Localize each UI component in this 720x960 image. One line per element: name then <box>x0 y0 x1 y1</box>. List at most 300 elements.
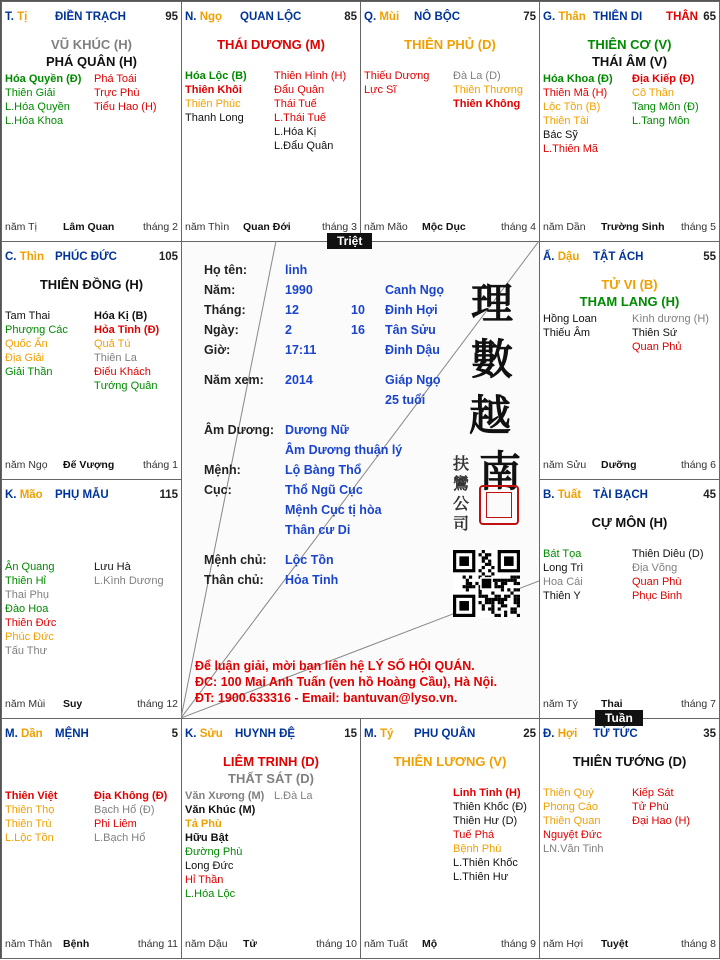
minor-star: Hồng Loan <box>543 313 597 325</box>
palace-stage: Trường Sinh <box>601 221 665 233</box>
minor-star: Quốc Ấn <box>5 338 48 350</box>
minor-star: Thiên Quý <box>543 787 594 799</box>
minor-star: Đào Hoa <box>5 603 49 615</box>
seal-char: 扶 <box>453 454 470 473</box>
minor-star: Bác Sỹ <box>543 129 578 141</box>
minor-star: L.Lộc Tồn <box>5 832 54 844</box>
minor-star: L.Hóa Quyền <box>5 101 70 113</box>
palace-name: TẬT ÁCH <box>593 251 644 263</box>
palace-header <box>185 728 357 742</box>
minor-star: Thiên Tài <box>543 115 589 127</box>
palace-branch: K. Mão <box>5 489 43 501</box>
name-label: Họ tên: <box>204 263 248 277</box>
palace-footer <box>185 938 357 952</box>
month-lunar: 10 <box>351 303 365 317</box>
palace-age: 75 <box>523 11 536 23</box>
palace-age: 15 <box>344 728 357 740</box>
minor-stars-right <box>274 69 346 153</box>
palace-branch: M. Tý <box>364 728 394 740</box>
palace-stage: Suy <box>63 698 83 710</box>
minor-star: Ân Quang <box>5 561 55 573</box>
palace-name: ĐIỀN TRẠCH <box>55 11 126 23</box>
minor-star: Địa Võng <box>632 562 678 574</box>
palace-branch: B. Tuất <box>543 489 582 501</box>
palace-stage: Đế Vượng <box>63 459 115 471</box>
minor-star: Thiên Thọ <box>5 804 55 816</box>
palace-year: năm Ngọ <box>5 459 48 471</box>
minor-stars-left <box>543 547 583 603</box>
palace-name: PHÚC ĐỨC <box>55 251 117 263</box>
minor-star: Hoa Cái <box>543 576 583 588</box>
minor-stars-right <box>632 72 699 128</box>
palace-age: 105 <box>158 251 178 263</box>
center-info <box>181 241 539 718</box>
minor-stars-right <box>274 789 313 803</box>
palace-name: TÀI BẠCH <box>593 489 648 501</box>
palace-age: 55 <box>703 251 716 263</box>
minor-star: Giải Thần <box>5 366 53 378</box>
palace-dien-trach[interactable] <box>1 1 182 242</box>
minor-star: Phục Binh <box>632 590 683 602</box>
minor-star: L.Bạch Hổ <box>94 832 146 844</box>
minor-stars-left <box>5 309 68 379</box>
main-stars <box>361 753 539 770</box>
minor-star: L.Thiên Hư <box>453 871 509 883</box>
minor-star: Lực Sĩ <box>364 84 397 96</box>
palace-age: 115 <box>159 489 178 501</box>
palace-name: PHU QUÂN <box>414 728 476 740</box>
palace-year: năm Tuất <box>364 938 408 950</box>
palace-quan-loc[interactable] <box>181 1 361 242</box>
minor-star: Phong Cáo <box>543 801 599 813</box>
month-canchi: Đinh Hợi <box>385 303 438 317</box>
palace-year: năm Thân <box>5 938 53 950</box>
palace-stage: Thai <box>601 698 623 710</box>
qr-code-icon[interactable] <box>453 550 520 617</box>
minor-star: Tiểu Hao (H) <box>94 101 157 113</box>
minor-star: Đẩu Quân <box>274 84 325 96</box>
palace-header <box>5 251 178 265</box>
minor-star: Thiên Thương <box>453 84 524 96</box>
menh-chu-label: Mệnh chủ: <box>204 553 267 567</box>
minor-star: Tuế Phá <box>453 829 495 841</box>
palace-footer <box>543 221 716 235</box>
minor-star: Địa Không (Đ) <box>94 790 168 802</box>
contact-line-2: ĐC: 100 Mai Anh Tuấn (ven hồ Hoàng Cầu), Hà Nội. <box>195 675 498 689</box>
minor-star: Thai Phụ <box>5 589 50 601</box>
seal-char: 鸞 <box>453 474 470 493</box>
minor-star: Kình dương (H) <box>632 313 709 325</box>
minor-star: Hóa Khoa (Đ) <box>543 73 613 85</box>
minor-star: Phúc Đức <box>5 631 54 643</box>
minor-star: L.Tang Môn <box>632 115 690 127</box>
main-star: PHÁ QUÂN (H) <box>46 54 137 69</box>
minor-stars-right <box>94 72 157 114</box>
minor-star: Thiên Việt <box>5 790 58 802</box>
palace-branch: Đ. Hợi <box>543 728 578 740</box>
palace-age: 95 <box>165 11 178 23</box>
view-year-label: Năm xem: <box>204 373 264 387</box>
than-cu: Thân cư Di <box>285 523 351 537</box>
palace-age: 5 <box>171 728 178 740</box>
minor-star: Phượng Các <box>5 324 68 336</box>
palace-month: tháng 11 <box>137 938 178 950</box>
palace-year: năm Tý <box>543 698 578 710</box>
amduong-value: Dương Nữ <box>285 423 349 437</box>
minor-star: Điếu Khách <box>94 366 151 378</box>
than-chu-label: Thân chủ: <box>204 573 264 587</box>
minor-star: Thiếu Âm <box>543 327 591 339</box>
menh-value: Lộ Bàng Thổ <box>285 463 362 477</box>
palace-age: 25 <box>523 728 536 740</box>
minor-star: Quả Tú <box>94 338 131 350</box>
main-star: THÁI DƯƠNG (M) <box>217 37 325 52</box>
palace-stage: Quan Đới <box>243 221 291 233</box>
calligraphy-char: 理 <box>471 279 514 328</box>
minor-stars-right <box>453 786 527 884</box>
than-marker: THÂN <box>666 11 698 23</box>
minor-star: Long Đức <box>185 860 234 872</box>
seal-char: 公 <box>453 494 470 513</box>
minor-star: Tướng Quân <box>94 380 158 392</box>
minor-star: Tấu Thư <box>5 645 48 657</box>
contact-line-1: Để luận giải, mời bạn liên hệ LÝ SỐ HỘI QUÁN. <box>195 659 475 673</box>
amduong-note: Âm Dương thuận lý <box>285 443 403 457</box>
minor-star: Thiên Phúc <box>185 98 241 110</box>
minor-star: Phá Toái <box>94 73 137 85</box>
palace-thien-di[interactable] <box>539 1 720 242</box>
minor-star: Hỉ Thần <box>185 874 224 886</box>
day-label: Ngày: <box>204 323 239 337</box>
minor-star: Thiên Mã (H) <box>543 87 608 99</box>
main-star: THẤT SÁT (D) <box>228 771 314 786</box>
minor-star: Thái Tuế <box>274 98 317 110</box>
palace-header <box>185 11 357 25</box>
than-chu-value: Hỏa Tinh <box>285 573 339 587</box>
palace-tai-bach[interactable] <box>539 479 720 719</box>
palace-stage: Tử <box>243 938 258 950</box>
palace-header <box>5 728 178 742</box>
palace-month: tháng 8 <box>680 938 716 950</box>
palace-branch: C. Thìn <box>5 251 44 263</box>
palace-month: tháng 2 <box>142 221 178 233</box>
palace-header <box>543 728 716 742</box>
minor-star: Địa Kiếp (Đ) <box>632 73 695 85</box>
palace-tu-tuc[interactable] <box>539 718 720 959</box>
palace-menh[interactable] <box>1 718 182 959</box>
palace-name: TỬ TỨC <box>593 728 638 740</box>
minor-star: Đà La (D) <box>453 70 501 82</box>
main-stars <box>540 276 719 310</box>
main-stars <box>361 36 539 53</box>
palace-tat-ach[interactable] <box>539 241 720 480</box>
palace-year: năm Tị <box>5 221 37 233</box>
main-stars <box>182 36 360 53</box>
month-value: 12 <box>285 303 299 317</box>
minor-star: L.Kình Dương <box>94 575 164 587</box>
minor-star: Cô Thần <box>632 87 674 99</box>
minor-star: Hóa Quyền (Đ) <box>5 73 82 85</box>
palace-header <box>543 489 716 503</box>
palace-name: HUYNH ĐỆ <box>235 728 296 740</box>
triet-tag: Triệt <box>327 233 372 249</box>
day-canchi: Tân Sửu <box>385 323 436 337</box>
palace-header <box>5 489 178 503</box>
palace-header <box>5 11 178 25</box>
palace-month: tháng 9 <box>500 938 536 950</box>
minor-stars-left <box>364 69 429 97</box>
main-star: THIÊN CƠ (V) <box>587 37 672 52</box>
minor-star: Tang Môn (Đ) <box>632 101 699 113</box>
minor-star: Phi Liêm <box>94 818 137 830</box>
palace-name: PHỤ MẪU <box>55 489 109 501</box>
main-star: THÁI ÂM (V) <box>591 54 668 69</box>
palace-month: tháng 5 <box>680 221 716 233</box>
day-lunar: 16 <box>351 323 365 337</box>
minor-star: L.Thiên Mã <box>543 143 599 155</box>
palace-footer <box>543 938 716 952</box>
hour-label: Giờ: <box>204 343 231 357</box>
palace-year: năm Mùi <box>5 698 46 710</box>
minor-star: Hỏa Tinh (Đ) <box>94 324 160 336</box>
palace-year: năm Dần <box>543 221 586 233</box>
palace-header <box>543 11 716 25</box>
minor-star: Tam Thai <box>5 310 51 322</box>
palace-branch: Ấ. Dậu <box>543 251 580 263</box>
minor-star: L.Đà La <box>274 790 313 802</box>
minor-stars-right <box>94 309 159 393</box>
palace-name: QUAN LỘC <box>240 11 302 23</box>
minor-star: Thiên Khốc (Đ) <box>453 801 527 813</box>
minor-stars-right <box>632 547 704 603</box>
main-stars <box>540 514 719 531</box>
minor-star: Thiên Diêu (D) <box>632 548 704 560</box>
palace-month: tháng 1 <box>142 459 178 471</box>
palace-header <box>364 11 536 25</box>
minor-star: Thiên Y <box>543 590 581 602</box>
year-value: 1990 <box>285 283 313 297</box>
minor-star: Trực Phù <box>94 87 140 99</box>
main-star: THIÊN PHỦ (D) <box>404 37 496 52</box>
cuc-label: Cục: <box>204 483 232 497</box>
palace-year: năm Sửu <box>543 459 587 471</box>
calligraphy-char: 數 <box>471 335 514 384</box>
minor-stars-right <box>94 560 164 588</box>
minor-star: L.Thiên Khốc <box>453 857 518 869</box>
minor-star: Thiên Hỉ <box>5 575 46 587</box>
palace-age: 65 <box>703 11 716 23</box>
minor-stars-left <box>5 789 57 845</box>
palace-stage: Mộ <box>422 938 438 950</box>
palace-footer <box>5 698 178 712</box>
minor-star: Tả Phù <box>185 818 222 830</box>
age-value: 25 tuổi <box>385 393 426 407</box>
minor-star: Thiên La <box>94 352 137 364</box>
palace-footer <box>543 459 716 473</box>
palace-huynh-de[interactable] <box>181 718 361 959</box>
minor-star: Hóa Kị (B) <box>94 310 148 322</box>
name-value: linh <box>285 263 308 277</box>
minor-star: Văn Khúc (M) <box>185 804 256 816</box>
contact-line-3: ĐT: 1900.633316 - Email: bantuvan@lyso.vn. <box>195 691 458 705</box>
palace-name: THIÊN DI <box>593 11 643 23</box>
year-label: Năm: <box>204 283 236 297</box>
minor-star: Tử Phù <box>632 801 669 813</box>
palace-phu-quan[interactable] <box>360 718 540 959</box>
palace-name: MỆNH <box>55 728 89 740</box>
palace-month: tháng 10 <box>316 938 357 950</box>
red-seal-icon <box>479 485 519 525</box>
cuc-value: Thổ Ngũ Cục <box>285 483 363 497</box>
main-star: TỬ VI (B) <box>601 277 658 292</box>
palace-name: NÔ BỘC <box>414 11 460 23</box>
day-value: 2 <box>285 323 292 337</box>
main-stars <box>182 753 360 787</box>
minor-star: L.Hóa Kị <box>274 126 317 138</box>
minor-star: Lộc Tồn (B) <box>543 101 601 113</box>
palace-stage: Mộc Dục <box>422 221 466 233</box>
minor-star: Thiên Khôi <box>185 84 242 96</box>
palace-branch: M. Dần <box>5 728 43 740</box>
minor-star: Thiên Đức <box>5 617 57 629</box>
minor-stars-left <box>185 789 264 901</box>
minor-star: Lưu Hà <box>94 561 131 573</box>
minor-star: Thiên Hình (H) <box>274 70 347 82</box>
main-star: THIÊN LƯƠNG (V) <box>393 754 507 769</box>
palace-branch: T. Tị <box>5 11 28 23</box>
minor-star: L.Đẩu Quân <box>274 140 334 152</box>
main-star: THAM LANG (H) <box>579 294 680 309</box>
minor-star: L.Hóa Khoa <box>5 115 64 127</box>
minor-stars-left <box>543 786 604 856</box>
palace-year: năm Thìn <box>185 221 230 233</box>
minor-star: LN.Văn Tinh <box>543 843 604 855</box>
minor-stars-left <box>185 69 247 125</box>
minor-star: Bệnh Phù <box>453 843 502 855</box>
minor-stars-left <box>543 72 613 156</box>
palace-footer <box>364 938 536 952</box>
palace-stage: Tuyệt <box>601 938 629 950</box>
seal-char: 司 <box>453 514 470 533</box>
minor-star: Quan Phủ <box>632 341 682 353</box>
menh-label: Mệnh: <box>204 463 241 477</box>
palace-footer <box>364 221 536 235</box>
palace-year: năm Hợi <box>543 938 584 950</box>
palace-month: tháng 6 <box>680 459 716 471</box>
minor-stars-right <box>632 312 709 354</box>
view-year-canchi: Giáp Ngọ <box>385 373 441 387</box>
main-stars <box>540 36 719 70</box>
calligraphy-char: 南 <box>479 447 522 496</box>
main-stars <box>2 276 181 293</box>
minor-star: Đường Phù <box>185 846 243 858</box>
minor-star: L.Thái Tuế <box>274 112 326 124</box>
palace-month: tháng 4 <box>500 221 536 233</box>
palace-branch: Q. Mùi <box>364 11 400 23</box>
minor-stars-left <box>5 72 81 128</box>
cuc-note: Mệnh Cục tị hòa <box>285 503 382 517</box>
minor-star: Thiên Giải <box>5 87 56 99</box>
minor-stars-right <box>94 789 167 845</box>
palace-month: tháng 3 <box>321 221 357 233</box>
palace-stage: Bệnh <box>63 938 90 950</box>
palace-month: tháng 12 <box>137 698 178 710</box>
palace-branch: N. Ngọ <box>185 11 223 23</box>
minor-star: Bát Tọa <box>543 548 582 560</box>
minor-stars-right <box>453 69 523 111</box>
palace-stage: Lâm Quan <box>63 221 115 233</box>
palace-year: năm Dậu <box>185 938 228 950</box>
palace-month: tháng 7 <box>680 698 716 710</box>
minor-star: Đại Hao (H) <box>632 815 691 827</box>
main-star: THIÊN TƯỚNG (D) <box>572 754 687 769</box>
minor-star: Long Trì <box>543 562 584 574</box>
palace-no-boc[interactable] <box>360 1 540 242</box>
minor-star: Hữu Bật <box>185 832 229 844</box>
minor-star: Thiên Trù <box>5 818 52 830</box>
main-stars <box>540 753 719 770</box>
year-canchi: Canh Ngọ <box>385 283 445 297</box>
minor-star: Thiên Sứ <box>632 327 678 339</box>
seal-mark <box>486 492 512 518</box>
minor-star: Hóa Lộc (B) <box>185 70 247 82</box>
minor-star: Địa Giải <box>5 352 45 364</box>
calligraphy-char: 越 <box>469 391 512 440</box>
palace-age: 45 <box>703 489 716 501</box>
month-label: Tháng: <box>204 303 246 317</box>
minor-stars-left <box>5 560 56 658</box>
main-star: VŨ KHÚC (H) <box>51 37 132 52</box>
minor-star: Nguyệt Đức <box>543 829 602 841</box>
main-star: THIÊN ĐỒNG (H) <box>39 277 144 292</box>
palace-age: 35 <box>703 728 716 740</box>
minor-star: Văn Xương (M) <box>185 790 265 802</box>
minor-stars-right <box>632 786 690 828</box>
menh-chu-value: Lộc Tồn <box>285 553 334 567</box>
main-star: CỰ MÔN (H) <box>591 515 668 530</box>
minor-star: Thiên Hư (D) <box>453 815 518 827</box>
minor-star: Thiếu Dương <box>364 70 430 82</box>
minor-star: L.Hóa Lộc <box>185 888 236 900</box>
tuan-tag: Tuần <box>595 710 643 726</box>
palace-footer <box>5 459 178 473</box>
palace-footer <box>5 938 178 952</box>
palace-phu-mau[interactable] <box>1 479 182 719</box>
minor-stars-left <box>543 312 597 340</box>
main-stars <box>2 36 181 70</box>
palace-stage: Dưỡng <box>601 459 637 471</box>
palace-header <box>364 728 536 742</box>
palace-branch: K. Sửu <box>185 728 223 740</box>
palace-year: năm Mão <box>364 221 408 233</box>
view-year-value: 2014 <box>285 373 313 387</box>
minor-star: Bạch Hổ (Đ) <box>94 804 155 816</box>
minor-star: Thiên Không <box>453 98 521 110</box>
palace-phuc-duc[interactable] <box>1 241 182 480</box>
minor-star: Thiên Quan <box>543 815 601 827</box>
minor-star: Kiếp Sát <box>632 787 674 799</box>
minor-star: Quan Phù <box>632 576 682 588</box>
palace-age: 85 <box>344 11 357 23</box>
hour-value: 17:11 <box>285 343 317 357</box>
palace-footer <box>5 221 178 235</box>
palace-header <box>543 251 716 265</box>
amduong-label: Âm Dương: <box>204 423 275 437</box>
minor-star: Linh Tinh (H) <box>453 787 521 799</box>
hour-canchi: Đinh Dậu <box>385 343 440 357</box>
minor-star: Thanh Long <box>185 112 244 124</box>
main-star: LIÊM TRINH (D) <box>222 754 320 769</box>
